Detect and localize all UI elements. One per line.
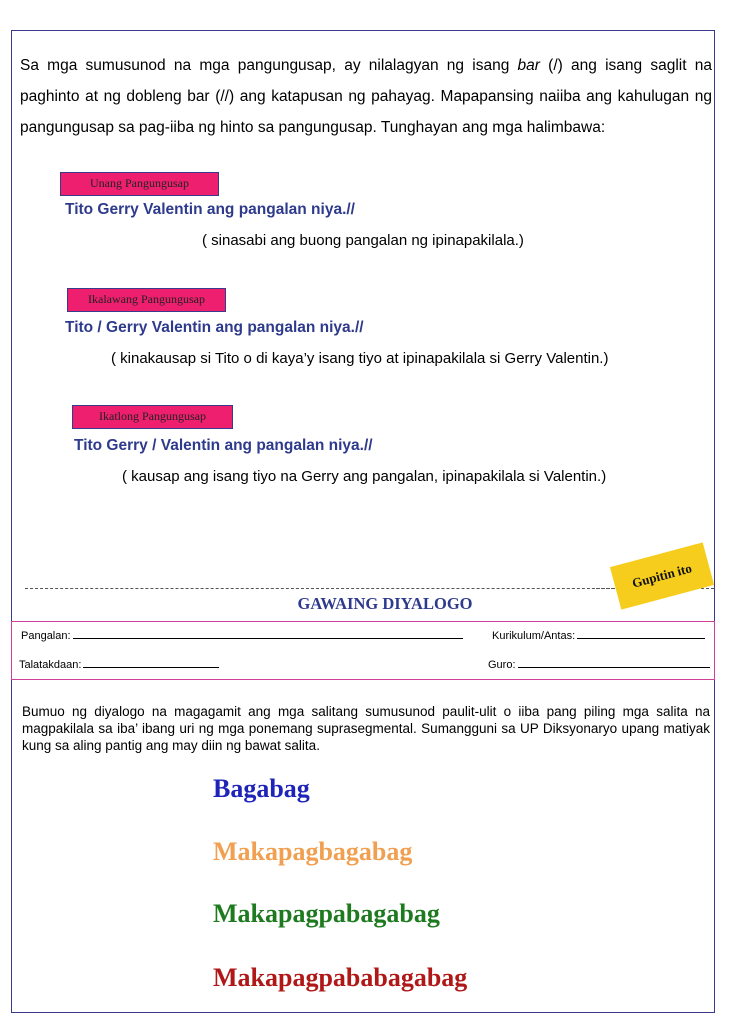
cut-line: [25, 588, 615, 589]
activity-title: GAWAING DIYALOGO: [297, 594, 473, 613]
intro-bar-word: bar: [517, 57, 540, 74]
example-1-explanation: ( sinasabi ang buong pangalan ng ipinapakilala.): [202, 232, 524, 249]
example-1-tag: Unang Pangungusap: [60, 172, 219, 196]
label-kurikulum: Kurikulum/Antas:: [492, 630, 576, 642]
intro-paragraph: [20, 50, 712, 143]
student-info-box: [11, 621, 715, 680]
word-3: Makapagpabagabag: [213, 899, 440, 928]
label-guro: Guro:: [488, 659, 516, 671]
label-talatakdaan: Talatakdaan:: [19, 659, 82, 671]
example-3-tag: Ikatlong Pangungusap: [72, 405, 233, 429]
example-3-explanation: ( kausap ang isang tiyo na Gerry ang pangalan, ipinapakilala si Valentin.): [122, 468, 607, 485]
input-line-talatakdaan[interactable]: [83, 657, 219, 668]
word-1: Bagabag: [213, 774, 310, 803]
word-2: Makapagbagabag: [213, 837, 413, 866]
label-pangalan: Pangalan:: [21, 630, 71, 642]
example-3-sentence: Tito Gerry / Valentin ang pangalan niya.//: [74, 437, 373, 454]
field-guro[interactable]: [488, 657, 710, 671]
example-2-explanation: ( kinakausap si Tito o di kaya’y isang tiyo at ipinapakilala si Gerry Valentin.): [111, 350, 609, 367]
example-2-sentence: Tito / Gerry Valentin ang pangalan niya.//: [65, 319, 364, 336]
field-kurikulum[interactable]: [492, 628, 705, 642]
word-4: Makapagpababagabag: [213, 963, 468, 992]
intro-text-2: (/) ang isang saglit na paghinto at ng dobleng bar (//) ang katapusan ng pahayag. Mapapansing naiiba ang kahulugan ng pangungusap sa pag-iiba ng hinto sa pangungusap. Tunghayan ang mga halimbawa:: [20, 57, 712, 136]
input-line-pangalan[interactable]: [73, 628, 463, 639]
intro-text-1: Sa mga sumusunod na mga pangungusap, ay nilalagyan ng isang: [20, 57, 518, 74]
example-2-tag: Ikalawang Pangungusap: [67, 288, 226, 312]
example-1-sentence: Tito Gerry Valentin ang pangalan niya.//: [65, 201, 355, 218]
field-pangalan[interactable]: [21, 628, 463, 642]
field-talatakdaan[interactable]: [19, 657, 219, 671]
input-line-guro[interactable]: [518, 657, 710, 668]
cut-note-sticky: Gupitin ito: [610, 542, 714, 609]
input-line-kurikulum[interactable]: [577, 628, 705, 639]
instructions-paragraph: Bumuo ng diyalogo na magagamit ang mga salitang sumusunod paulit-ulit o iiba pang piling mga salita na magpakilala sa iba’ ibang uri ng mga ponemang suprasegmental. Sumangguni sa UP Diksyonaryo upang matiyak kung sa aling pantig ang may diin ng bawat salita.: [22, 704, 710, 753]
